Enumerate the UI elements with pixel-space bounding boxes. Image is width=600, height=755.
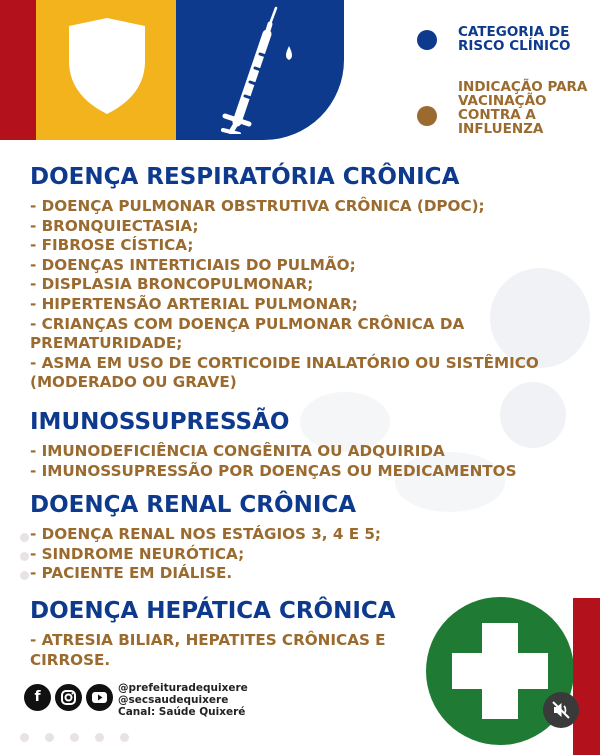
list-item: - DOENÇA RENAL NOS ESTÁGIOS 3, 4 E 5; <box>30 525 382 543</box>
list-item: - BRONQUIECTASIA; <box>30 216 199 235</box>
decorative-dot <box>20 552 29 561</box>
legend-dot-risk <box>417 30 437 50</box>
decorative-dot <box>70 733 79 742</box>
list-item: - CRIANÇAS COM DOENÇA PULMONAR CRÔNICA DA PREMATURIDADE; <box>30 314 465 353</box>
list-item: - IMUNOSSUPRESSÃO POR DOENÇAS OU MEDICAMENTOS <box>30 461 517 480</box>
list-item: - FIBROSE CÍSTICA; <box>30 236 194 255</box>
social-handles <box>118 682 248 718</box>
section-list-renal <box>30 525 585 584</box>
decorative-dot <box>120 733 129 742</box>
list-item: - PACIENTE EM DIÁLISE. <box>30 564 233 583</box>
section-title-renal: DOENÇA RENAL CRÔNICA <box>30 492 357 518</box>
red-stripe <box>0 0 36 140</box>
legend-vaccination-indication: INDICAÇÃO PARA VACINAÇÃO CONTRA A INFLUENZA <box>458 79 588 137</box>
red-stripe-right <box>573 598 600 755</box>
decorative-dot <box>20 533 29 542</box>
channel-name: Canal: Saúde Quixeré <box>118 706 246 718</box>
section-list-immunosuppression <box>30 442 585 481</box>
section-list-respiratory <box>30 197 585 393</box>
list-item: - ATRESIA BILIAR, HEPATITES CRÔNICAS E CIRROSE. <box>30 631 386 669</box>
list-item: - IMUNODEFICIÊNCIA CONGÊNITA OU ADQUIRIDA <box>30 442 445 460</box>
list-item: - ASMA EM USO DE CORTICOIDE INALATÓRIO OU SISTÊMICO (MODERADO OU GRAVE) <box>30 353 539 392</box>
decorative-dot <box>45 733 54 742</box>
section-list-hepatic <box>30 631 425 670</box>
section-title-respiratory: DOENÇA RESPIRATÓRIA CRÔNICA <box>30 164 460 190</box>
handle-secsaude: @secsaudequixere <box>118 694 229 706</box>
syringe-icon <box>215 4 305 134</box>
list-item: - DISPLASIA BRONCOPULMONAR; <box>30 275 314 294</box>
legend-dot-vaccination <box>417 106 437 126</box>
legend-risk-category: CATEGORIA DE RISCO CLÍNICO <box>458 24 571 54</box>
section-title-hepatic: DOENÇA HEPÁTICA CRÔNICA <box>30 598 396 624</box>
list-item: - DOENÇAS INTERTICIAIS DO PULMÃO; <box>30 255 356 274</box>
decorative-dot <box>20 571 29 580</box>
facebook-icon[interactable]: f <box>24 684 51 711</box>
mute-button[interactable] <box>543 692 579 728</box>
decorative-dot <box>20 733 29 742</box>
handle-prefeitura: @prefeituradequixere <box>118 682 248 694</box>
decorative-dot <box>95 733 104 742</box>
section-title-immunosuppression: IMUNOSSUPRESSÃO <box>30 409 290 435</box>
health-cross-icon <box>452 653 548 689</box>
list-item: - DOENÇA PULMONAR OBSTRUTIVA CRÔNICA (DPOC); <box>30 197 485 215</box>
list-item: - HIPERTENSÃO ARTERIAL PULMONAR; <box>30 294 358 313</box>
speaker-muted-icon <box>543 692 579 728</box>
list-item: - SINDROME NEURÓTICA; <box>30 544 245 563</box>
youtube-icon[interactable] <box>86 684 113 711</box>
instagram-icon[interactable] <box>55 684 82 711</box>
shield-icon <box>65 16 149 116</box>
